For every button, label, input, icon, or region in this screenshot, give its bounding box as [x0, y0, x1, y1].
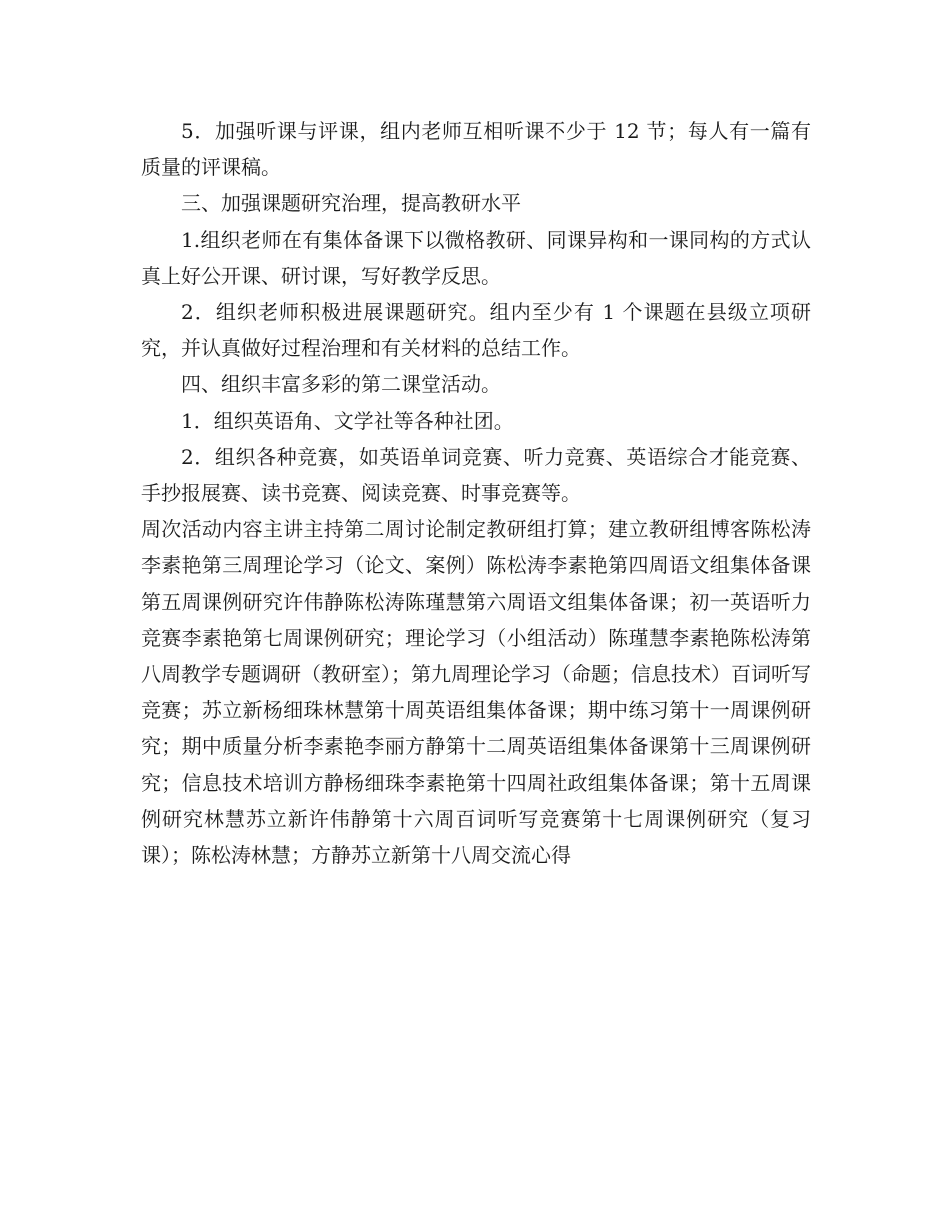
paragraph-competitions: 2．组织各种竞赛，如英语单词竞赛、听力竞赛、英语综合才能竞赛、手抄报展赛、读书竞赛、阅读竞赛、时事竞赛等。	[141, 444, 811, 506]
paragraph-research-project: 2．组织老师积极进展课题研究。组内至少有 1 个课题在县级立项研究，并认真做好过程治理和有关材料的总结工作。	[141, 300, 811, 361]
paragraph-lesson-observation: 5．加强听课与评课，组内老师互相听课不少于 12 节；每人有一篇有质量的评课稿。	[141, 119, 811, 180]
document-page	[141, 113, 811, 873]
section-heading-activities: 四、组织丰富多彩的第二课堂活动。	[181, 372, 501, 397]
schedule-text: 周次活动内容主讲主持第二周讨论制定教研组打算；建立教研组博客陈松涛李素艳第三周理论学习（论文、案例）陈松涛李素艳第四周语文组集体备课第五周课例研究许伟静陈松涛陈瑾慧第六周语文组集体备课；初一英语听力竞赛李素艳第七周课例研究；理论学习（小组活动）陈瑾慧李素艳陈松涛第八周教学专题调研（教研室）；第九周理论学习（命题；信息技术）百词听写竞赛；苏立新杨细珠林慧第十周英语组集体备课；期中练习第十一周课例研究；期中质量分析李素艳李丽方静第十二周英语组集体备课第十三周课例研究；信息技术培训方静杨细珠李素艳第十四周社政组集体备课；第十五周课例研究林慧苏立新许伟静第十六周百词听写竞赛第十七周课例研究（复习课）；陈松涛林慧；方静苏立新第十八周交流心得	[141, 517, 811, 868]
paragraph-clubs: 1．组织英语角、文学社等各种社团。	[181, 408, 514, 433]
section-heading-research: 三、加强课题研究治理，提高教研水平	[181, 191, 521, 216]
paragraph-open-class: 1.组织老师在有集体备课下以微格教研、同课异构和一课同构的方式认真上好公开课、研讨课，写好教学反思。	[141, 227, 811, 288]
